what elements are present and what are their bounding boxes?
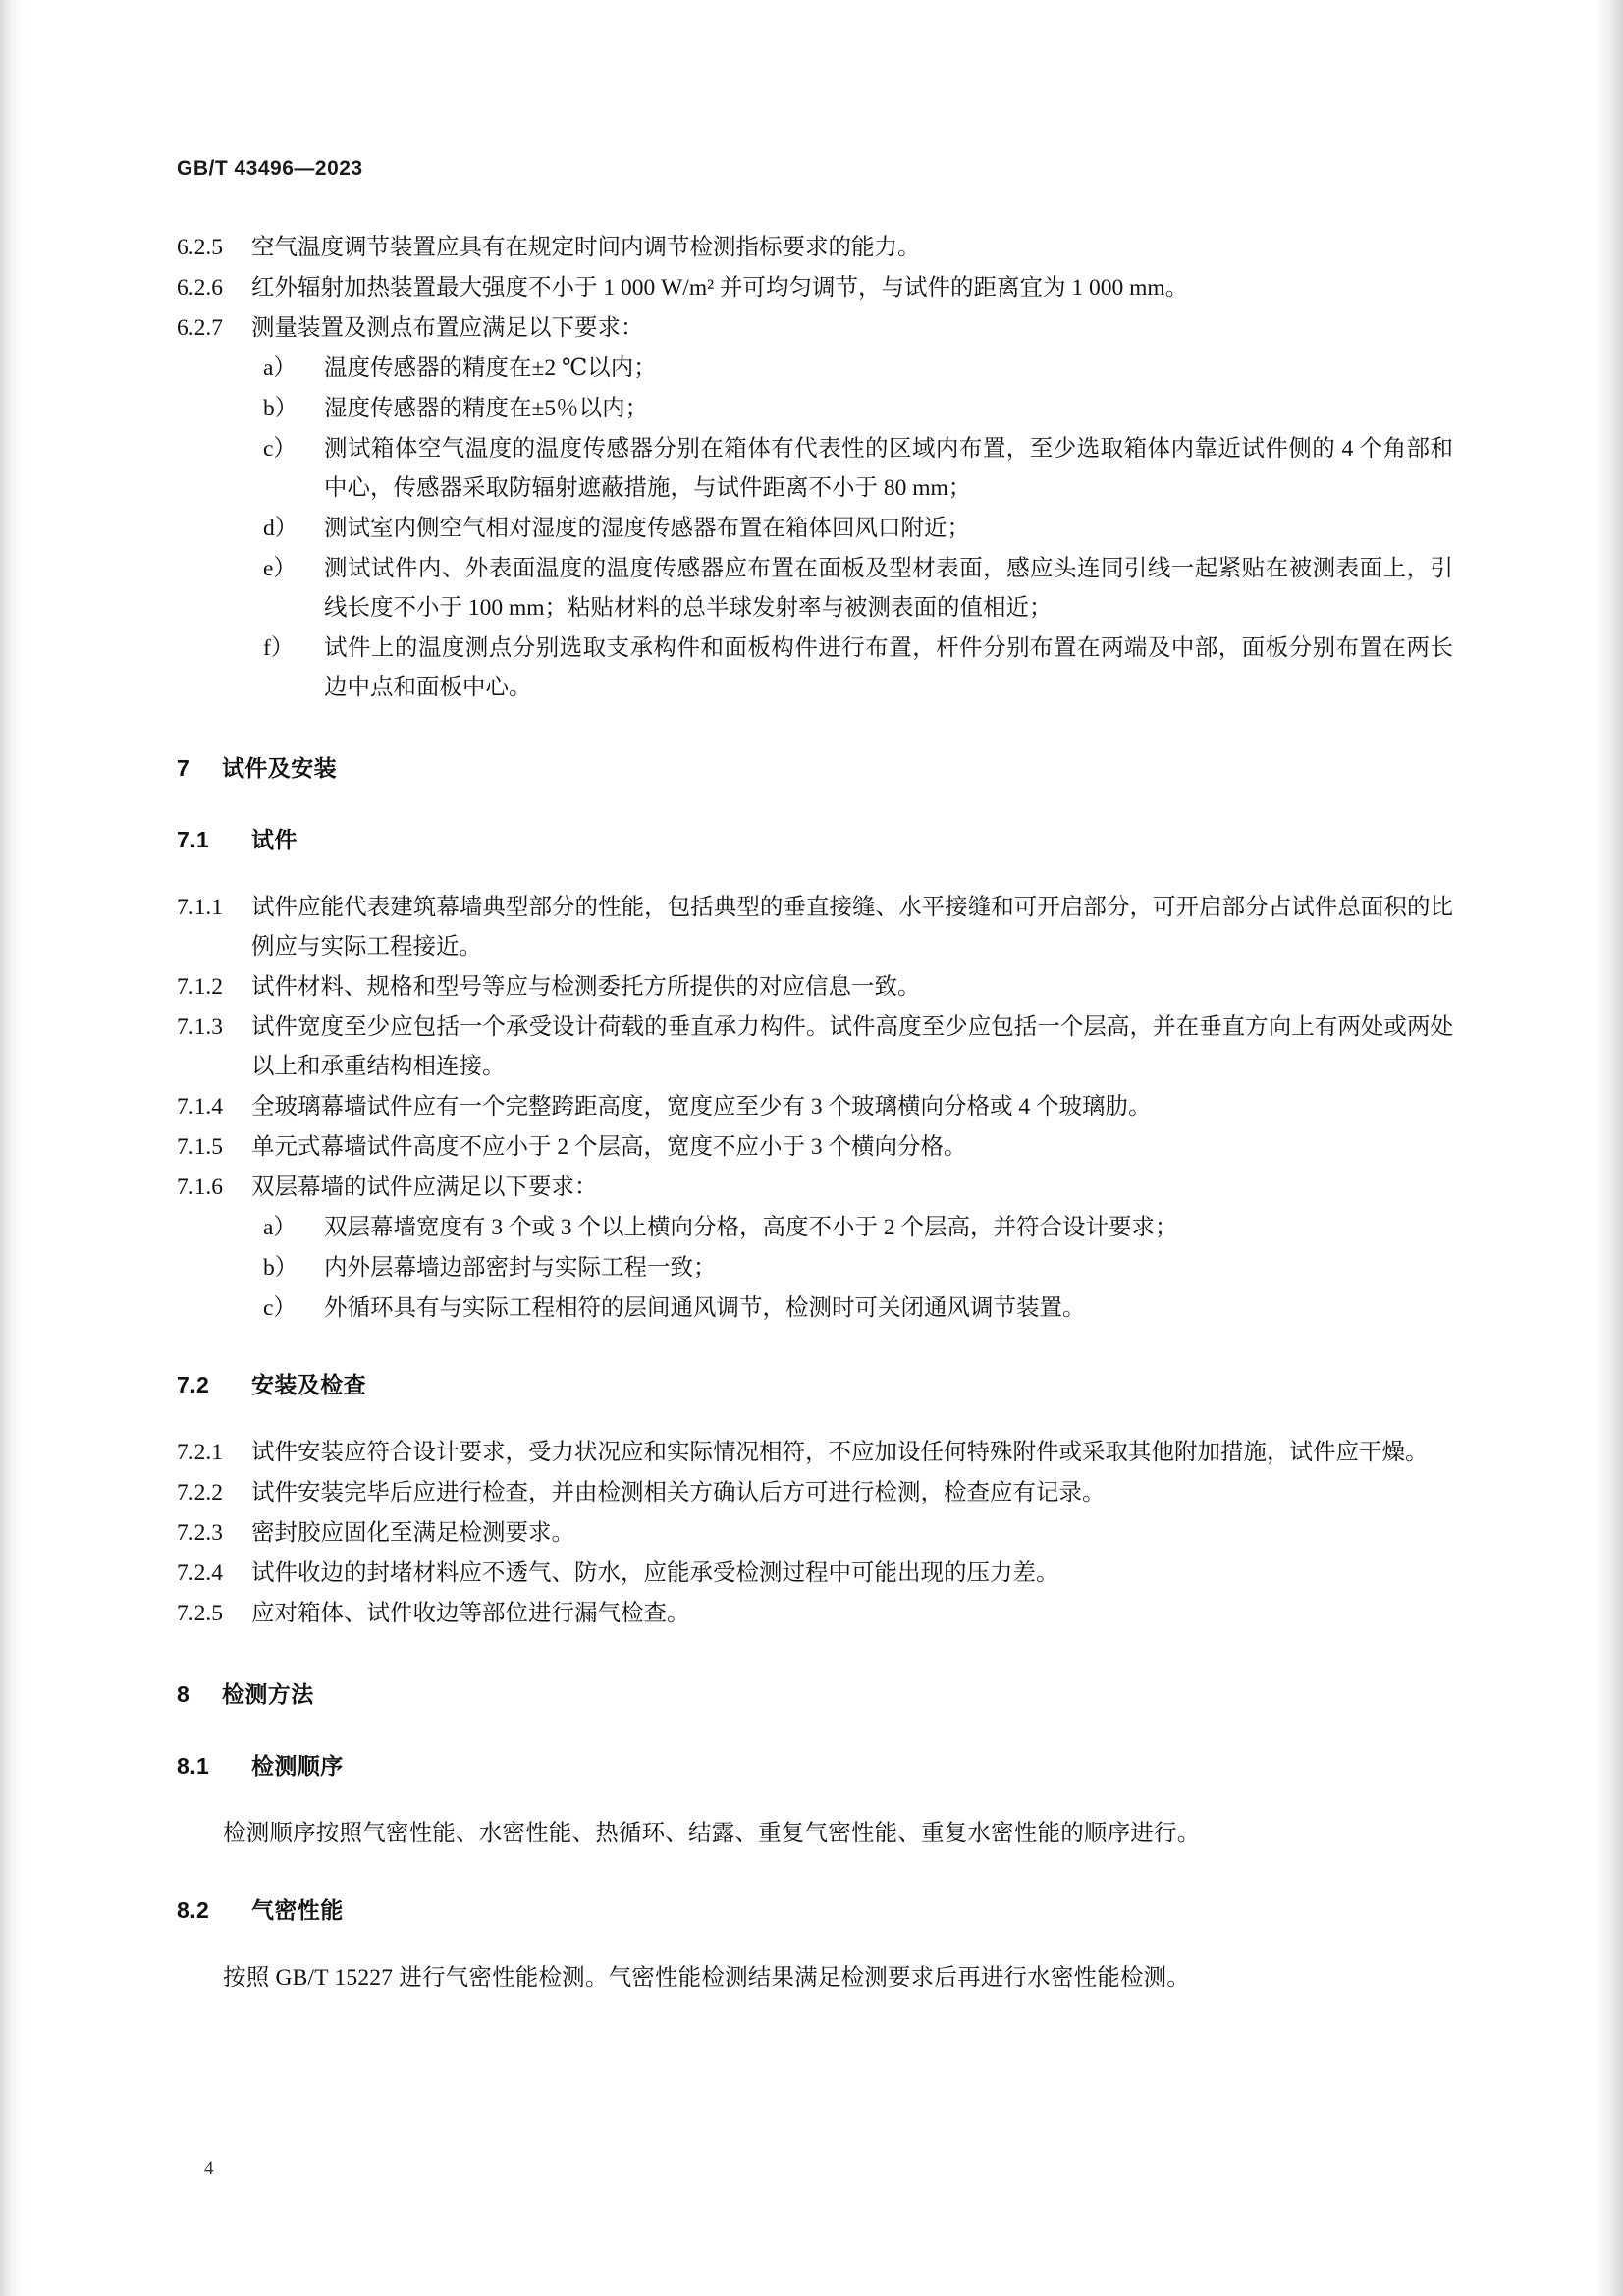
list-item [177,509,1453,548]
list-item-label: d） [263,516,298,541]
clause-number: 7.2.3 [177,1520,223,1546]
clause-text: 单元式幕墙试件高度不应小于 2 个层高，宽度不应小于 3 个横向分格。 [251,1134,967,1160]
list-item [177,1208,1453,1247]
clause-number: 7.1.2 [177,974,223,1000]
clause-number: 7.1.5 [177,1134,223,1160]
list-item-label: c） [263,1295,297,1321]
heading-number: 7.2 [177,1372,210,1397]
clause-text: 应对箱体、试件收边等部位进行漏气检查。 [251,1601,690,1626]
list-item [177,429,1453,508]
heading-number: 8 [177,1681,190,1707]
list-item-text: 外循环具有与实际工程相符的层间通风调节，检测时可关闭通风调节装置。 [324,1295,1086,1321]
clause-text: 试件宽度至少应包括一个承受设计荷载的垂直承力构件。试件高度至少应包括一个层高，并在垂直方向上有两处或两处以上和承重结构相连接。 [251,1014,1453,1079]
clause-number: 6.2.6 [177,275,223,301]
clause-text: 密封胶应固化至满足检测要求。 [251,1520,574,1546]
clause-text: 试件安装应符合设计要求，受力状况应和实际情况相符，不应加设任何特殊附件或采取其他附加措施，试件应干燥。 [251,1440,1429,1465]
heading-title: 气密性能 [251,1897,344,1923]
clause-text: 全玻璃幕墙试件应有一个完整跨距高度，宽度应至少有 3 个玻璃横向分格或 4 个玻璃肋。 [251,1094,1152,1120]
page-number: 4 [204,2159,214,2179]
clause-7-1-4 [177,1087,1453,1126]
clause-6-2-7 [177,308,1453,348]
heading-title: 安装及检查 [251,1372,366,1397]
list-item-label: f） [263,635,295,661]
list-item-label: a） [263,355,297,381]
clause-number: 7.2.1 [177,1440,223,1465]
clause-number: 7.1.3 [177,1014,223,1040]
list-item-label: c） [263,436,297,462]
clause-number: 7.2.4 [177,1560,223,1586]
clause-text: 空气温度调节装置应具有在规定时间内调节检测指标要求的能力。 [251,235,921,260]
clause-7-1-2 [177,967,1453,1007]
standard-header: GB/T 43496—2023 [177,157,363,180]
heading-title: 检测顺序 [251,1753,344,1778]
list-item [177,1288,1453,1328]
heading-title: 试件及安装 [222,755,337,781]
clause-7-1-3 [177,1008,1453,1086]
clause-7-2-5 [177,1594,1453,1633]
clause-text: 试件收边的封堵材料应不透气、防水，应能承受检测过程中可能出现的压力差。 [251,1560,1059,1586]
list-item [177,629,1453,707]
heading-section-7-1 [177,822,1453,854]
heading-section-7 [177,750,1453,783]
list-item-text: 内外层幕墙边部密封与实际工程一致； [324,1255,717,1281]
heading-number: 8.1 [177,1753,210,1778]
list-item [177,389,1453,428]
clause-6-2-5 [177,228,1453,267]
clause-7-2-1 [177,1433,1453,1472]
heading-number: 8.2 [177,1897,210,1923]
clause-number: 7.2.2 [177,1480,223,1505]
list-item-text: 测试箱体空气温度的温度传感器分别在箱体有代表性的区域内布置，至少选取箱体内靠近试件侧的 4 个角部和中心，传感器采取防辐射遮蔽措施，与试件距离不小于 80 mm； [324,436,1453,501]
list-item-label: a） [263,1215,297,1240]
list-item-text: 试件上的温度测点分别选取支承构件和面板构件进行布置，杆件分别布置在两端及中部，面板分别布置在两长边中点和面板中心。 [324,635,1453,700]
list-item-text: 湿度传感器的精度在±5％以内； [324,396,649,421]
page-content [177,157,1453,1999]
clause-number: 7.1.4 [177,1094,223,1120]
clause-text: 红外辐射加热装置最大强度不小于 1 000 W/m² 并可均匀调节，与试件的距离宜为 1 000 mm。 [251,275,1189,301]
list-item [177,549,1453,628]
clause-7-1-5 [177,1127,1453,1167]
heading-section-8-1 [177,1748,1453,1780]
clause-text: 试件材料、规格和型号等应与检测委托方所提供的对应信息一致。 [251,974,921,1000]
clause-7-2-2 [177,1473,1453,1512]
clause-text: 双层幕墙的试件应满足以下要求： [251,1175,598,1200]
list-item-label: b） [263,1255,298,1281]
heading-title: 试件 [251,827,298,852]
heading-number: 7 [177,755,190,781]
clause-text: 测量装置及测点布置应满足以下要求： [251,315,644,341]
clause-number: 7.1.1 [177,895,223,920]
clause-7-1-6 [177,1168,1453,1207]
list-item-text: 测试试件内、外表面温度的温度传感器应布置在面板及型材表面，感应头连同引线一起紧贴在被测表面上，引线长度不小于 100 mm；粘贴材料的总半球发射率与被测表面的值相近； [324,556,1453,621]
clause-7-2-4 [177,1554,1453,1593]
list-item-text: 温度传感器的精度在±2 ℃以内； [324,355,657,381]
clause-7-1-1 [177,888,1453,966]
clause-text: 试件应能代表建筑幕墙典型部分的性能，包括典型的垂直接缝、水平接缝和可开启部分，可开启部分占试件总面积的比例应与实际工程接近。 [251,895,1453,959]
list-item-text: 测试室内侧空气相对湿度的湿度传感器布置在箱体回风口附近； [324,516,970,541]
paragraph-8-2: 按照 GB/T 15227 进行气密性能检测。气密性能检测结果满足检测要求后再进行水密性能检测。 [223,1965,1191,1991]
list-item-label: b） [263,396,298,421]
paragraph-8-1: 检测顺序按照气密性能、水密性能、热循环、结露、重复气密性能、重复水密性能的顺序进行。 [223,1821,1201,1846]
heading-section-7-2 [177,1367,1453,1399]
list-item [177,349,1453,388]
heading-section-8 [177,1676,1453,1709]
clause-number: 6.2.5 [177,235,223,260]
list-item-label: e） [263,556,297,581]
list-item [177,1248,1453,1287]
list-item-text: 双层幕墙宽度有 3 个或 3 个以上横向分格，高度不小于 2 个层高，并符合设计要求； [324,1215,1178,1240]
clause-6-2-6 [177,268,1453,307]
heading-number: 7.1 [177,827,210,852]
clause-7-2-3 [177,1513,1453,1553]
heading-section-8-2 [177,1892,1453,1925]
heading-title: 检测方法 [222,1681,314,1707]
clause-number: 7.2.5 [177,1601,223,1626]
clause-text: 试件安装完毕后应进行检查，并由检测相关方确认后方可进行检测，检查应有记录。 [251,1480,1106,1505]
clause-number: 6.2.7 [177,315,223,341]
clause-number: 7.1.6 [177,1175,223,1200]
